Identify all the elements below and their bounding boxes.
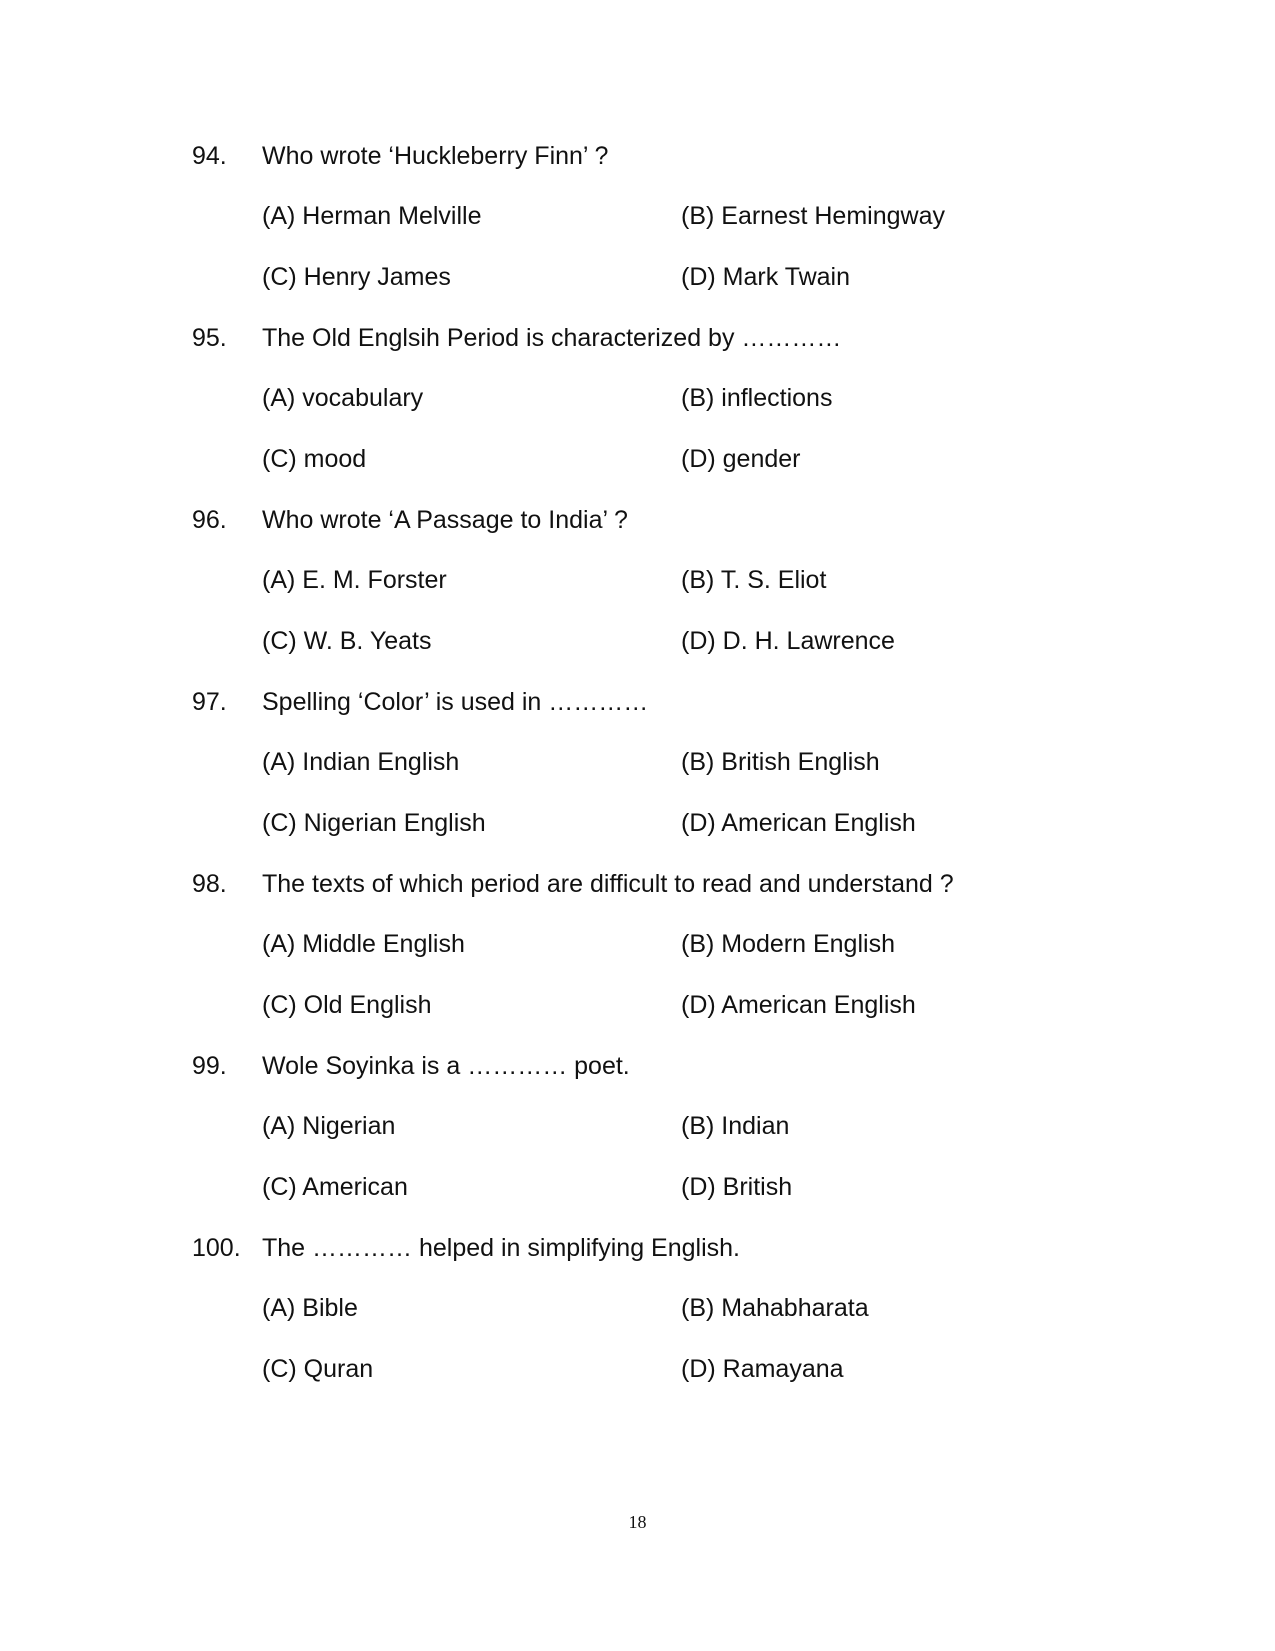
option-c: (C) Quran: [262, 1355, 374, 1383]
option-c: (C) Henry James: [262, 263, 451, 291]
question-number: 98.: [192, 870, 227, 898]
question-number: 97.: [192, 688, 227, 716]
option-a: (A) Bible: [262, 1294, 358, 1322]
option-b: (B) Earnest Hemingway: [681, 202, 945, 230]
option-c: (C) W. B. Yeats: [262, 627, 432, 655]
question-text: The Old Englsih Period is characterized by …………: [262, 324, 842, 352]
option-c: (C) Nigerian English: [262, 809, 486, 837]
question-text: Wole Soyinka is a ………… poet.: [262, 1052, 630, 1080]
option-a: (A) Middle English: [262, 930, 465, 958]
option-c: (C) mood: [262, 445, 367, 473]
question-text: The texts of which period are difficult to read and understand ?: [262, 870, 954, 898]
question-number: 96.: [192, 506, 227, 534]
option-d: (D) D. H. Lawrence: [681, 627, 895, 655]
page-number: 18: [628, 1512, 647, 1532]
option-b: (B) T. S. Eliot: [681, 566, 827, 594]
option-d: (D) British: [681, 1173, 793, 1201]
question-number: 100.: [192, 1234, 241, 1262]
option-d: (D) gender: [681, 445, 801, 473]
question-text: The ………… helped in simplifying English.: [262, 1234, 740, 1262]
question-number: 99.: [192, 1052, 227, 1080]
option-a: (A) vocabulary: [262, 384, 424, 412]
option-c: (C) Old English: [262, 991, 432, 1019]
option-d: (D) Ramayana: [681, 1355, 844, 1383]
option-b: (B) inflections: [681, 384, 833, 412]
option-d: (D) American English: [681, 809, 916, 837]
question-text: Who wrote ‘Huckleberry Finn’ ?: [262, 142, 609, 170]
option-c: (C) American: [262, 1173, 408, 1201]
option-d: (D) Mark Twain: [681, 263, 851, 291]
option-b: (B) British English: [681, 748, 880, 776]
option-b: (B) Indian: [681, 1112, 790, 1140]
option-b: (B) Modern English: [681, 930, 895, 958]
option-a: (A) E. M. Forster: [262, 566, 447, 594]
option-a: (A) Indian English: [262, 748, 460, 776]
option-d: (D) American English: [681, 991, 916, 1019]
question-text: Spelling ‘Color’ is used in …………: [262, 688, 649, 716]
option-a: (A) Nigerian: [262, 1112, 396, 1140]
question-number: 95.: [192, 324, 227, 352]
option-a: (A) Herman Melville: [262, 202, 482, 230]
question-number: 94.: [192, 142, 227, 170]
option-b: (B) Mahabharata: [681, 1294, 869, 1322]
question-text: Who wrote ‘A Passage to India’ ?: [262, 506, 628, 534]
